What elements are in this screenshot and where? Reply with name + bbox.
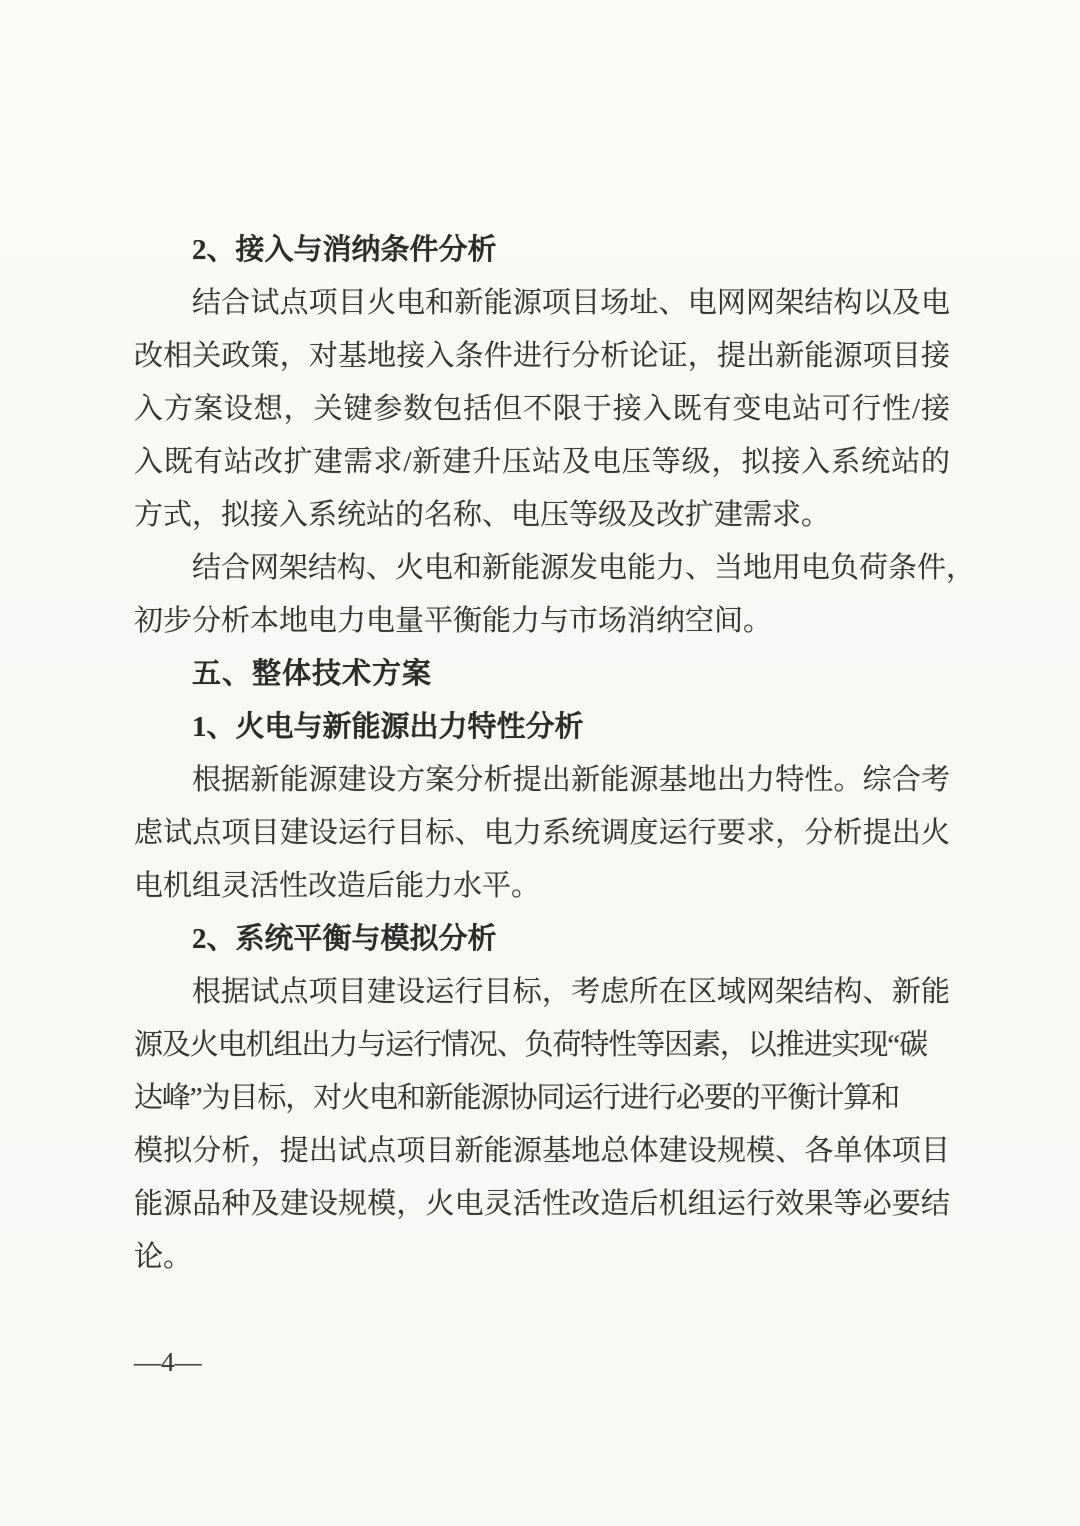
- document-line: 结合网架结构、火电和新能源发电能力、当地用电负荷条件，: [192, 552, 976, 584]
- paragraph-access-conditions: [134, 277, 950, 542]
- paragraph-output-characteristics: [134, 754, 950, 913]
- section-heading-overall-technical-plan: 五、整体技术方案: [192, 658, 433, 690]
- paragraph-balance-capacity: [134, 542, 976, 648]
- document-line: 模拟分析，提出试点项目新能源基地总体建设规模、各单体项目: [134, 1135, 950, 1167]
- section-heading-access-consumption-analysis: 2、接入与消纳条件分析: [192, 234, 497, 266]
- document-line: 入既有站改扩建需求/新建升压站及电压等级，拟接入系统站的: [134, 446, 950, 478]
- document-line: 入方案设想，关键参数包括但不限于接入既有变电站可行性/接: [134, 393, 950, 425]
- document-line: 能源品种及建设规模，火电灵活性改造后机组运行效果等必要结: [134, 1188, 950, 1220]
- document-line: 根据试点项目建设运行目标，考虑所在区域网架结构、新能: [192, 976, 950, 1008]
- document-line: 论。: [134, 1241, 193, 1273]
- page-number: —4—: [134, 1347, 202, 1377]
- document-line: 根据新能源建设方案分析提出新能源基地出力特性。综合考: [192, 764, 950, 796]
- document-line: 达峰”为目标，对火电和新能源协同运行进行必要的平衡计算和: [134, 1082, 900, 1114]
- document-line: 源及火电机组出力与运行情况、负荷特性等因素，以推进实现“碳: [134, 1029, 927, 1061]
- document-line: 方式，拟接入系统站的名称、电压等级及改扩建需求。: [134, 499, 831, 531]
- paragraph-system-balance: [134, 966, 950, 1284]
- section-heading-output-characteristics-analysis: 1、火电与新能源出力特性分析: [192, 711, 584, 743]
- document-line: 结合试点项目火电和新能源项目场址、电网网架结构以及电: [192, 287, 950, 319]
- section-heading-system-balance-simulation: 2、系统平衡与模拟分析: [192, 923, 497, 955]
- document-line: 初步分析本地电力电量平衡能力与市场消纳空间。: [134, 605, 773, 637]
- document-line: 虑试点项目建设运行目标、电力系统调度运行要求，分析提出火: [134, 817, 950, 849]
- document-body: [134, 224, 976, 1284]
- document-line: 改相关政策，对基地接入条件进行分析论证，提出新能源项目接: [134, 340, 950, 372]
- document-line: 电机组灵活性改造后能力水平。: [134, 870, 541, 902]
